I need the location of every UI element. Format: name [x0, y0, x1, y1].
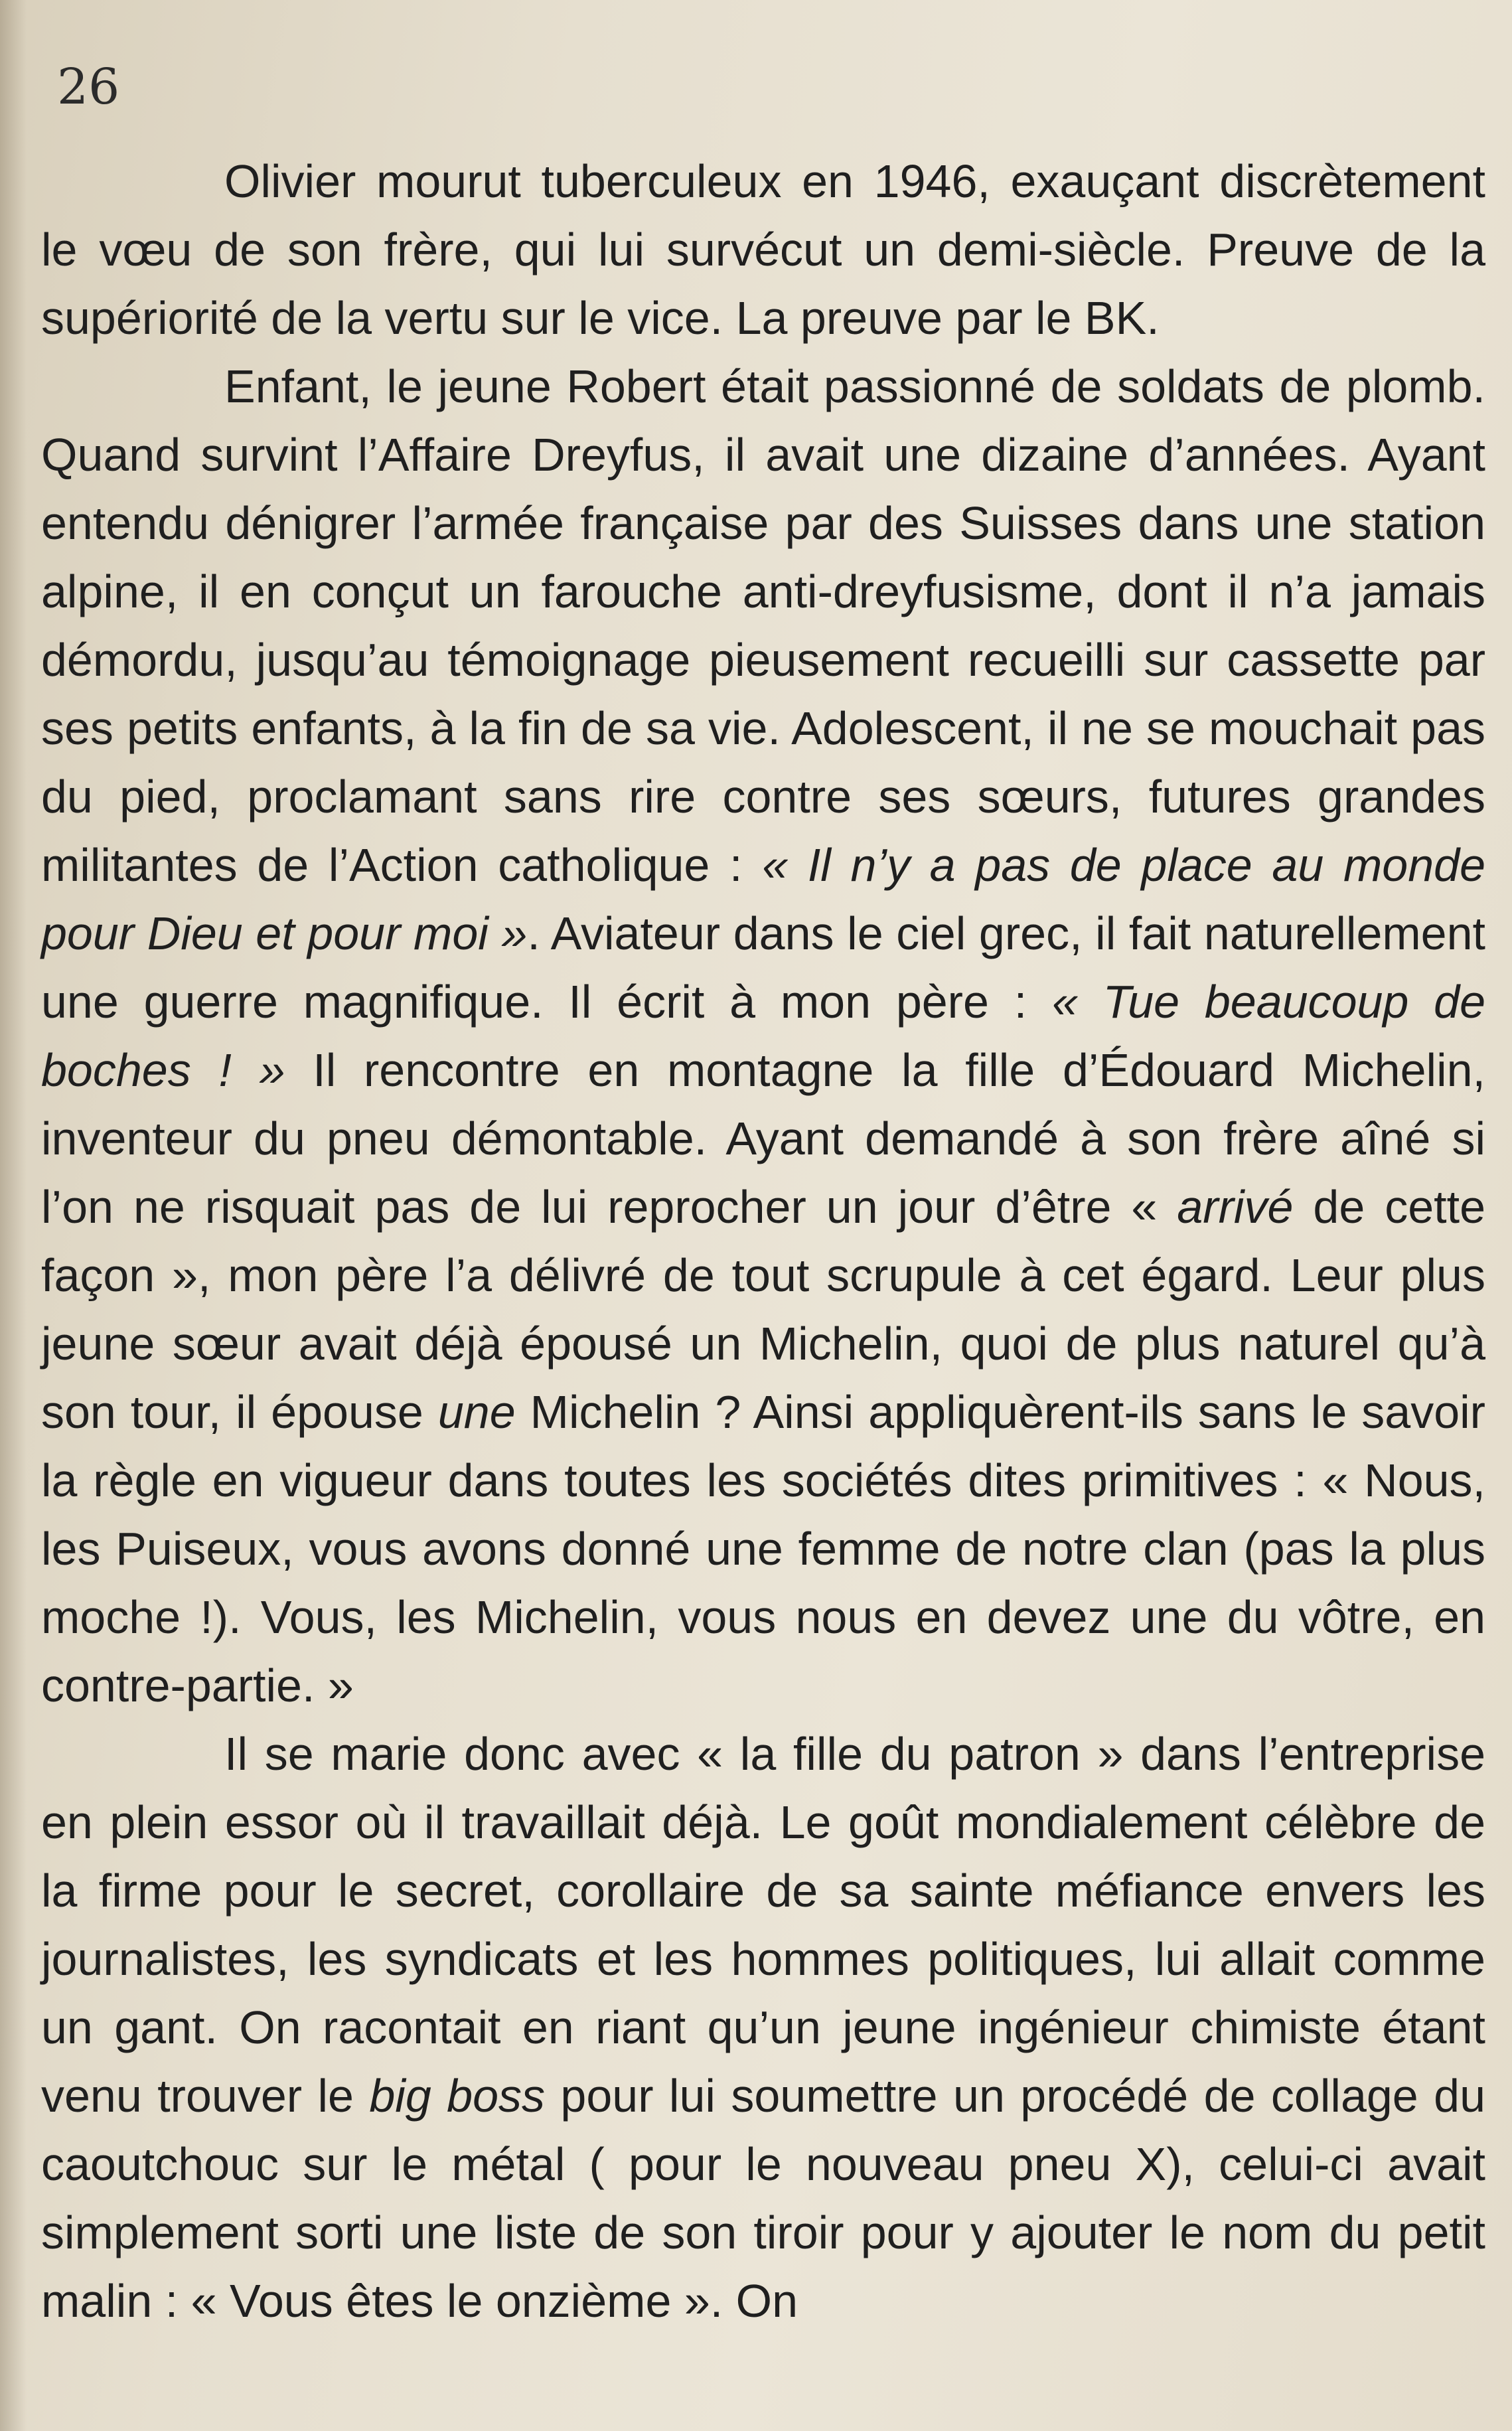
- text-segment: Il se marie donc avec « la fille du patron » dans l’entreprise en plein essor où il travaillait déjà. Le goût mondialement célèbre de la firme pour le secret, corollaire de sa sainte méfiance envers les journalistes, les syndicats et les hommes politiques, lui allait comme un gant. On racontait en riant qu’un jeune ingénieur chimiste étant venu trouver le: [41, 1728, 1485, 2122]
- page-gutter-shadow: [0, 0, 27, 2431]
- text-segment: de cette façon », mon père l’a délivré de tout scrupule à cet égard. Leur plus jeune sœur avait déjà épousé un Michelin, quoi de plus naturel qu’à son tour, il épouse: [41, 1181, 1486, 1438]
- text-segment: pour lui soumettre un procédé de collage du caoutchouc sur le métal ( pour le nouveau pneu X), celui-ci avait simplement sorti une liste de son tiroir pour y ajouter le nom du petit malin : « Vous êtes le onzième ». On: [41, 2070, 1485, 2327]
- text-segment: Olivier mourut tuberculeux en 1946, exauçant discrètement le vœu de son frère, qui lui survécut un demi-siècle. Preuve de la supériorité de la vertu sur le vice. La preuve par le BK.: [41, 155, 1485, 344]
- italic-text-segment: big boss: [369, 2070, 546, 2122]
- paragraph: [41, 147, 1485, 353]
- page-number: 26: [57, 58, 120, 116]
- paragraph: [41, 353, 1485, 1720]
- body-text: [41, 147, 1485, 2335]
- text-segment: Michelin ? Ainsi appliquèrent-ils sans le savoir la règle en vigueur dans toutes les sociétés dites primitives : « Nous, les Puiseux, vous avons donné une femme de notre clan (pas la plus moche !). Vous, les Michelin, vous nous en devez une du vôtre, en contre-partie. »: [41, 1386, 1485, 1711]
- text-segment: Il rencontre en montagne la fille d’Édouard Michelin, inventeur du pneu démontable. Ayant demandé à son frère aîné si l’on ne risquait pas de lui reprocher un jour d’être «: [41, 1044, 1486, 1233]
- paragraph: [41, 1720, 1485, 2335]
- italic-text-segment: « Tue beaucoup de boches ! »: [41, 976, 1486, 1096]
- italic-text-segment: « Il n’y a pas de place au monde pour Dieu et pour moi »: [41, 839, 1486, 959]
- text-segment: . Aviateur dans le ciel grec, il fait naturellement une guerre magnifique. Il écrit à mon père :: [41, 907, 1485, 1028]
- text-segment: Enfant, le jeune Robert était passionné de soldats de plomb. Quand survint l’Affaire Dreyfus, il avait une dizaine d’années. Ayant entendu dénigrer l’armée française par des Suisses dans une station alpine, il en conçut un farouche anti-dreyfusisme, dont il n’a jamais démordu, jusqu’au témoignage pieusement recueilli sur cassette par ses petits enfants, à la fin de sa vie. Adolescent, il ne se mouchait pas du pied, proclamant sans rire contre ses sœurs, futures grandes militantes de l’Action catholique :: [41, 360, 1485, 891]
- italic-text-segment: arrivé: [1177, 1181, 1294, 1233]
- italic-text-segment: une: [437, 1386, 516, 1438]
